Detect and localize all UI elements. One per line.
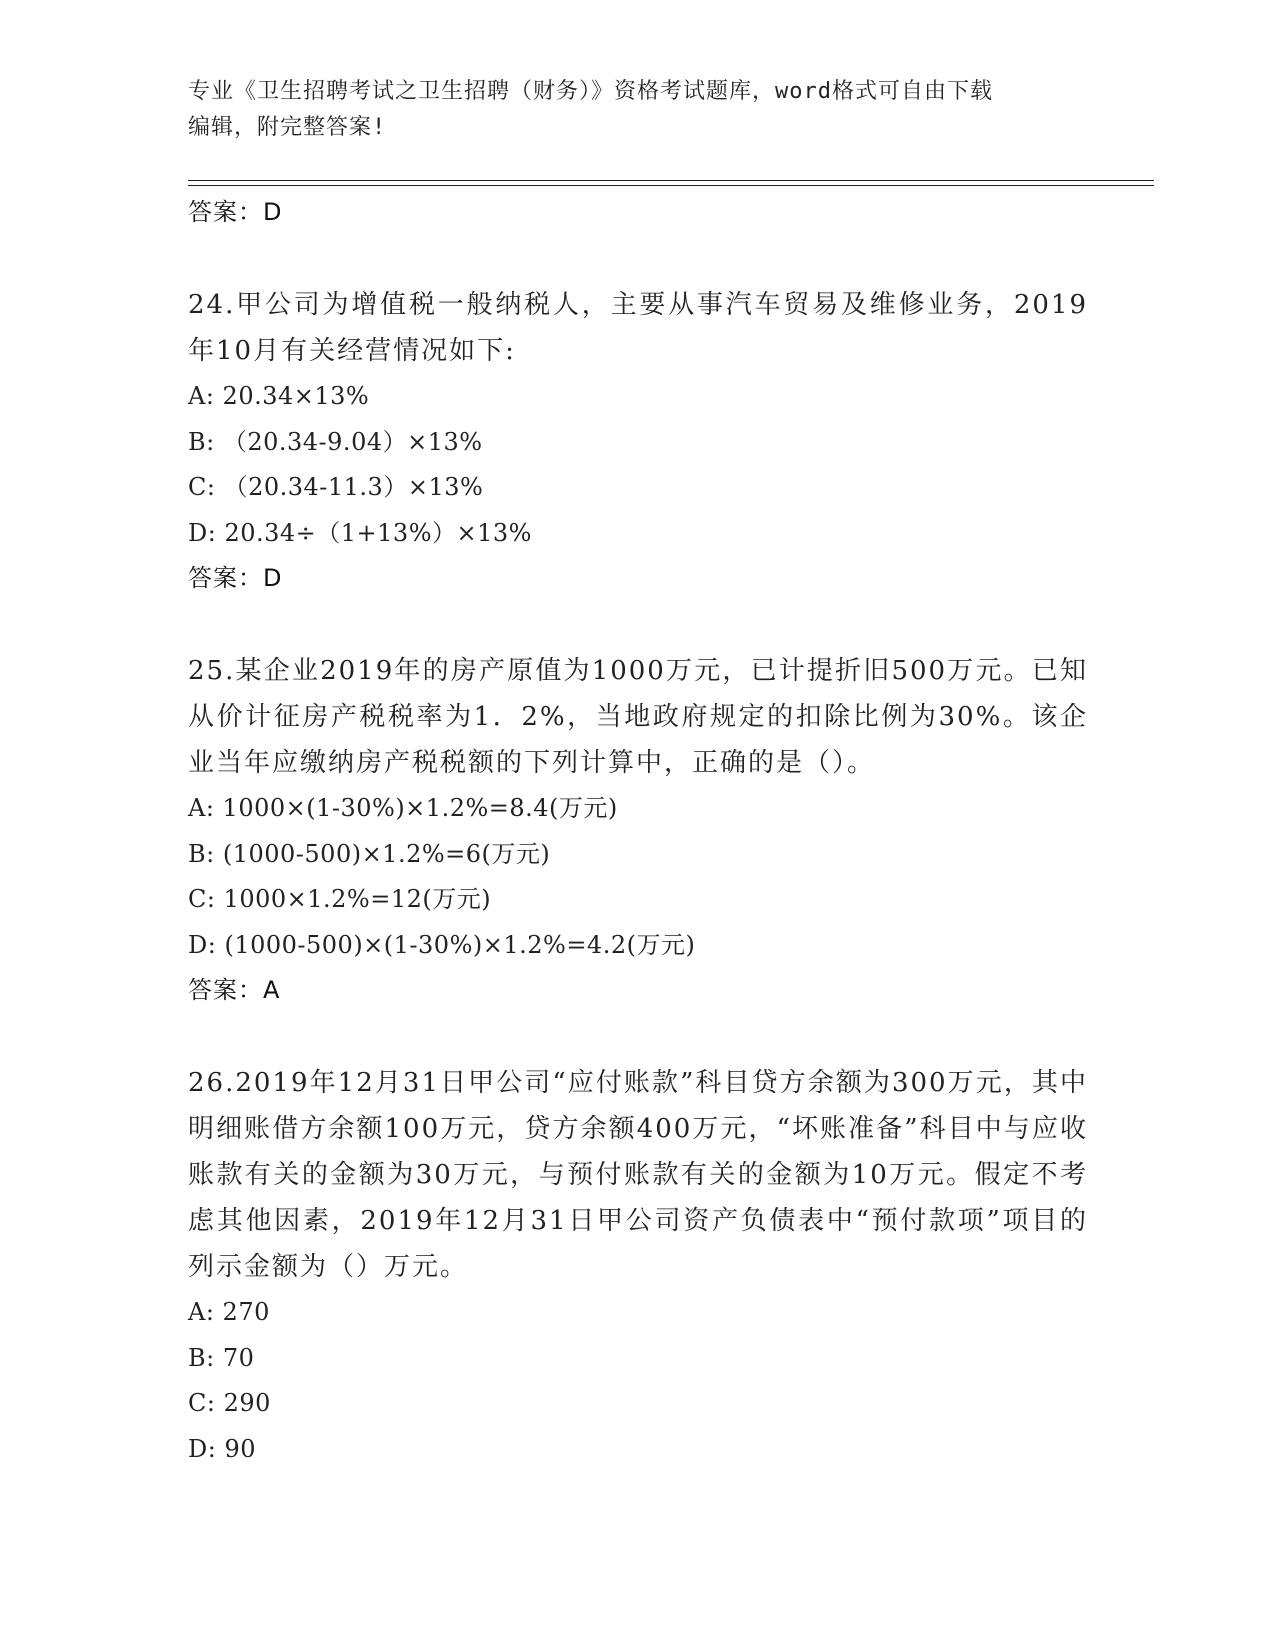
question-24-text: 24.甲公司为增值税一般纳税人，主要从事汽车贸易及维修业务，2019年10月有关经营情况如下: bbox=[188, 290, 1088, 366]
question-25-option-a: A: 1000×(1-30%)×1.2%=8.4(万元) bbox=[188, 794, 618, 822]
question-26-option-c: C: 290 bbox=[188, 1389, 271, 1417]
question-26 bbox=[188, 1060, 1088, 1472]
question-26-option-b: B: 70 bbox=[188, 1343, 255, 1372]
document-content bbox=[188, 190, 1088, 1472]
answer-q25: 答案：A bbox=[188, 976, 281, 1004]
question-25-option-d: D: (1000-500)×(1-30%)×1.2%=4.2(万元) bbox=[188, 930, 696, 959]
question-26-text: 26.2019年12月31日甲公司“应付账款”科目贷方余额为300万元，其中明细账借方余额100万元，贷方余额400万元，“坏账准备”科目中与应收账款有关的金额为30万元，与预付账款有关的金额为10万元。假定不考虑其他因素，2019年12月31日甲公司资产负债表中“预付款项”项目的列示金额为（）万元。 bbox=[188, 1068, 1088, 1282]
question-26-option-d: D: 90 bbox=[188, 1434, 256, 1463]
question-26-option-a: A: 270 bbox=[188, 1298, 270, 1326]
question-24-option-d: D: 20.34÷（1+13%）×13% bbox=[188, 518, 532, 547]
header-line-1: 专业《卫生招聘考试之卫生招聘（财务）》资格考试题库，word格式可自由下载 bbox=[188, 79, 993, 104]
question-24-option-b: B: （20.34-9.04）×13% bbox=[188, 427, 483, 456]
question-25 bbox=[188, 648, 1088, 1012]
answer-q23: 答案：D bbox=[188, 198, 283, 226]
answer-q24: 答案：D bbox=[188, 564, 283, 592]
header-divider-top bbox=[188, 180, 1154, 181]
question-24 bbox=[188, 282, 1088, 600]
document-header bbox=[188, 74, 1088, 146]
header-divider-bottom bbox=[188, 185, 1154, 186]
question-25-text: 25.某企业2019年的房产原值为1000万元，已计提折旧500万元。已知从价计征房产税税率为1．2%，当地政府规定的扣除比例为30%。该企业当年应缴纳房产税税额的下列计算中，正确的是（）。 bbox=[188, 656, 1088, 778]
question-25-option-c: C: 1000×1.2%=12(万元) bbox=[188, 885, 492, 913]
header-line-2: 编辑，附完整答案! bbox=[188, 115, 387, 140]
question-24-option-c: C: （20.34-11.3）×13% bbox=[188, 473, 484, 501]
question-24-option-a: A: 20.34×13% bbox=[188, 382, 370, 410]
question-25-option-b: B: (1000-500)×1.2%=6(万元) bbox=[188, 839, 551, 868]
